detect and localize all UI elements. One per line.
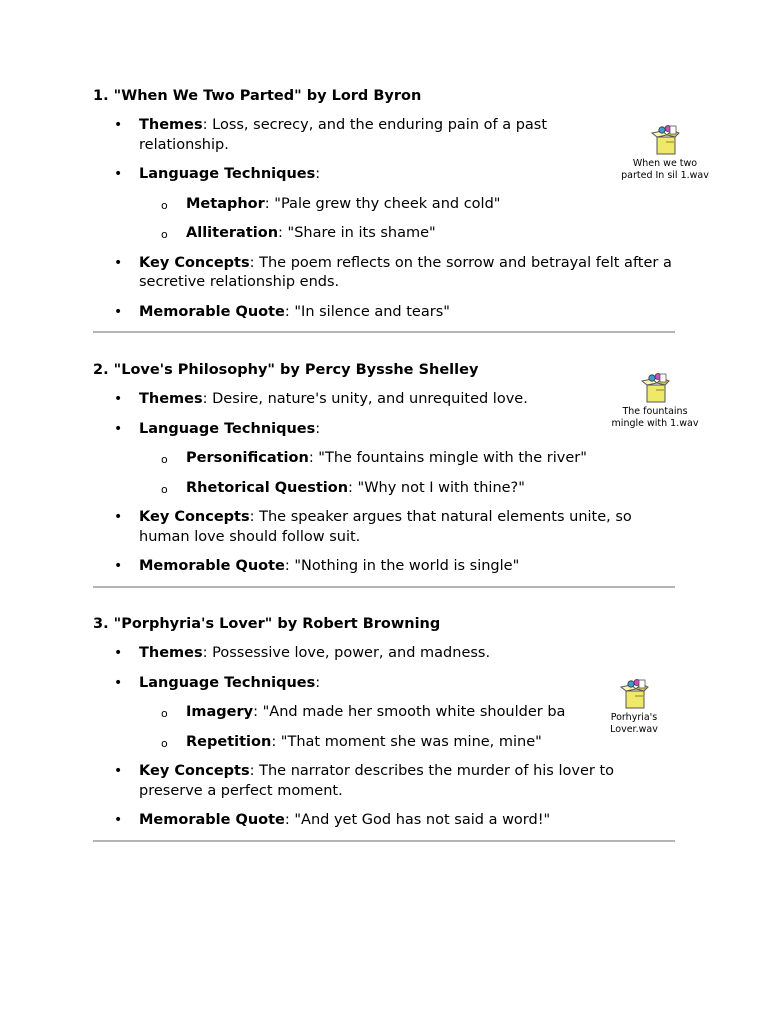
quote-label: Memorable Quote — [139, 303, 285, 320]
bullet-dot: • — [114, 254, 123, 271]
techniques-item — [93, 420, 675, 440]
bullet-dot: • — [114, 812, 123, 828]
caption-line-2: mingle with 1.wav — [611, 418, 699, 429]
quote-text: : "And yet God has not said a word!" — [284, 812, 551, 828]
bullet-dot: • — [114, 420, 123, 437]
themes-item — [93, 116, 579, 155]
caption-line-1: Porhyria's — [610, 712, 658, 723]
themes-text: : Loss, secrecy, and the enduring pain of a past relationship. — [139, 117, 548, 153]
themes-label: Themes — [139, 117, 203, 133]
technique-label: Repetition — [186, 733, 272, 750]
technique-text: : "Share in its shame" — [278, 225, 436, 241]
audio-file-package-icon — [617, 678, 651, 710]
technique-item — [93, 224, 675, 244]
poem-title: 1. "When We Two Parted" by Lord Byron — [93, 88, 422, 104]
caption-line-2: Lover.wav — [610, 724, 658, 735]
concepts-text: : The poem reflects on the sorrow and betrayal felt after a secretive relationship ends. — [139, 254, 672, 290]
techniques-text: : — [315, 420, 321, 437]
audio-attachment-2[interactable] — [605, 372, 705, 430]
techniques-text: : — [315, 166, 321, 182]
technique-item — [93, 195, 675, 215]
bullet-list — [93, 762, 675, 831]
concepts-label: Key Concepts — [139, 763, 250, 779]
poem-section-2 — [93, 360, 675, 577]
technique-item — [93, 479, 675, 499]
quote-text: : "In silence and tears" — [284, 303, 450, 320]
bullet-dot: • — [114, 303, 123, 320]
bullet-dot: • — [114, 509, 123, 525]
bullet-dot: • — [114, 391, 123, 407]
poem-title: 3. "Porphyria's Lover" by Robert Browning — [93, 616, 441, 632]
themes-label: Themes — [139, 391, 203, 407]
bullet-list — [93, 116, 675, 185]
concepts-item — [93, 254, 675, 293]
audio-file-package-icon — [648, 124, 682, 156]
attachment-caption — [615, 158, 715, 182]
sub-bullet: o — [161, 736, 168, 750]
bullet-dot: • — [114, 166, 123, 182]
sub-bullet: o — [161, 482, 168, 496]
technique-label: Imagery — [186, 704, 254, 720]
quote-label: Memorable Quote — [139, 558, 285, 574]
technique-label: Metaphor — [186, 195, 265, 212]
techniques-label: Language Techniques — [139, 166, 316, 182]
section-divider — [93, 331, 675, 333]
technique-text: : "Why not I with thine?" — [348, 479, 525, 496]
technique-text: : "That moment she was mine, mine" — [271, 733, 542, 750]
technique-label: Alliteration — [186, 225, 279, 241]
attachment-caption — [605, 406, 705, 430]
techniques-text: : — [315, 674, 321, 691]
concepts-item — [93, 762, 675, 801]
quote-item — [93, 811, 675, 831]
section-divider — [93, 840, 675, 842]
bullet-list — [93, 508, 675, 577]
quote-item — [93, 303, 675, 323]
technique-sub-list — [93, 449, 675, 498]
technique-text: : "And made her smooth white shoulder ba — [253, 704, 566, 720]
quote-label: Memorable Quote — [139, 812, 285, 828]
techniques-label: Language Techniques — [139, 674, 316, 691]
bullet-dot: • — [114, 558, 123, 574]
concepts-label: Key Concepts — [139, 509, 250, 525]
bullet-dot: • — [114, 117, 123, 133]
audio-attachment-3[interactable] — [584, 678, 684, 736]
themes-text: : Possessive love, power, and madness. — [202, 645, 491, 661]
section-divider — [93, 586, 675, 588]
technique-label: Rhetorical Question — [186, 479, 349, 496]
technique-text: : "Pale grew thy cheek and cold" — [264, 195, 501, 212]
bullet-list — [93, 254, 675, 323]
technique-text: : "The fountains mingle with the river" — [308, 450, 587, 466]
sub-bullet: o — [161, 198, 168, 212]
concepts-text: : The narrator describes the murder of his lover to preserve a perfect moment. — [139, 763, 615, 799]
sub-bullet: o — [161, 228, 168, 241]
quote-text: : "Nothing in the world is single" — [284, 558, 520, 574]
technique-sub-list — [93, 195, 675, 244]
poem-title: 2. "Love's Philosophy" by Percy Bysshe Shelley — [93, 362, 479, 378]
themes-label: Themes — [139, 645, 203, 661]
attachment-caption — [584, 712, 684, 736]
caption-line-1: The fountains — [622, 406, 688, 417]
concepts-label: Key Concepts — [139, 254, 250, 271]
bullet-dot: • — [114, 763, 123, 779]
technique-label: Personification — [186, 450, 309, 466]
audio-attachment-1[interactable] — [615, 124, 715, 182]
bullet-dot: • — [114, 645, 123, 661]
sub-bullet: o — [161, 453, 168, 466]
poem-section-1 — [93, 86, 675, 322]
technique-item — [93, 449, 675, 469]
quote-item — [93, 557, 675, 577]
bullet-dot: • — [114, 674, 123, 691]
audio-file-package-icon — [638, 372, 672, 404]
caption-line-1: When we two — [632, 158, 698, 169]
themes-item — [93, 390, 675, 410]
sub-bullet: o — [161, 707, 168, 720]
techniques-label: Language Techniques — [139, 420, 316, 437]
themes-text: : Desire, nature's unity, and unrequited love. — [202, 391, 528, 407]
concepts-text: : The speaker argues that natural elements unite, so human love should follow suit. — [139, 509, 632, 545]
techniques-item — [93, 165, 675, 185]
bullet-list — [93, 390, 675, 439]
concepts-item — [93, 508, 675, 547]
themes-item — [93, 644, 675, 664]
caption-line-2: parted In sil 1.wav — [621, 170, 709, 181]
